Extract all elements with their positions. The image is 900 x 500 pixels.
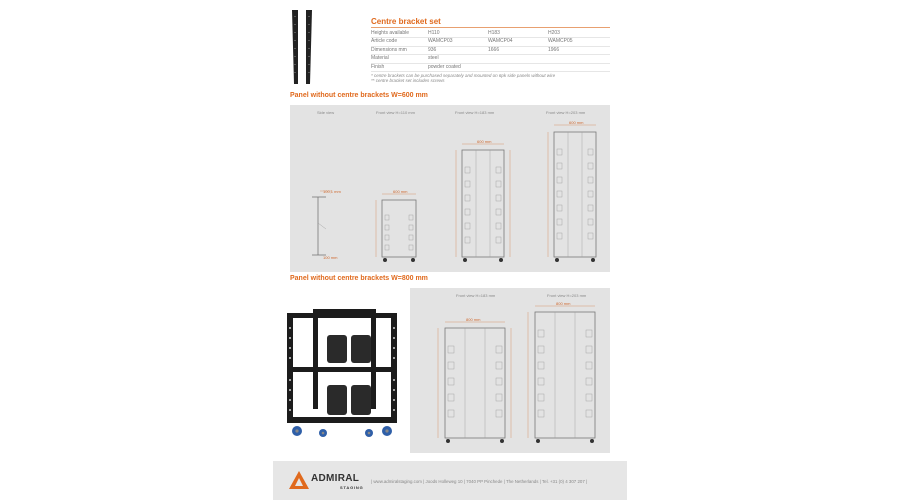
section-title-800: Panel without centre brackets W=800 mm	[290, 275, 428, 282]
centre-bracket-image	[289, 8, 317, 86]
front-view-203-drawing	[548, 125, 596, 262]
spec-value: steel	[428, 55, 439, 62]
spec-value: H110	[428, 30, 440, 36]
spec-value: H203	[548, 30, 560, 36]
view-label: Front view H=183 mm	[455, 110, 495, 115]
spec-label: Dimensions mm	[371, 46, 407, 53]
title-divider	[371, 27, 610, 28]
product-sheet	[273, 0, 627, 500]
dim-label: 800 mm	[556, 301, 571, 306]
spec-value	[548, 55, 610, 62]
bracket-title: Centre bracket set	[371, 17, 441, 26]
footer-contact: | www.admiralstaging.com | Joods Holleweg 10 | 7040 PP Pinchede | The Netherlands | Tel. +31 (0) 4 307 207 |	[371, 479, 588, 484]
spec-value: 1966	[548, 46, 560, 53]
spec-row	[371, 47, 610, 55]
spec-label: Material	[371, 55, 389, 62]
front-view-183-wide-drawing	[438, 322, 511, 443]
front-view-203-wide-drawing	[528, 306, 595, 443]
spec-label: Finish	[371, 63, 385, 70]
spec-value	[548, 64, 610, 71]
spec-note: ** centre bracket set includes screws	[371, 78, 445, 84]
side-view-drawing	[312, 191, 332, 255]
spec-value: 936	[428, 46, 437, 53]
spec-row	[371, 30, 610, 38]
spec-notes	[371, 73, 610, 84]
front-view-183-drawing	[456, 144, 510, 262]
spec-label: Article code	[371, 38, 398, 45]
spec-value: WAMCP03	[428, 38, 453, 45]
spec-rows	[371, 30, 610, 72]
dim-label: 100,1 mm	[323, 189, 341, 194]
dim-label: 600 mm	[477, 139, 492, 144]
dim-label: 800 mm	[466, 317, 481, 322]
dim-label: 100 mm	[323, 255, 338, 260]
spec-label: Heights available	[371, 30, 410, 36]
spec-value: H183	[488, 30, 500, 36]
bracket-spec-table	[371, 16, 610, 84]
technical-drawings-800	[410, 288, 610, 453]
cart-photo	[283, 305, 407, 445]
spec-value: 1666	[488, 46, 500, 53]
front-view-110-drawing	[376, 194, 416, 262]
dim-label: 600 mm	[393, 189, 408, 194]
drawings-panel-800	[410, 288, 610, 453]
footer	[273, 461, 627, 500]
spec-row	[371, 64, 610, 72]
view-label: Front view H=110 mm	[376, 110, 415, 115]
view-label: Front view H=203 mm	[547, 293, 587, 298]
spec-value: powder coated	[428, 63, 461, 70]
drawings-panel-600	[290, 105, 610, 272]
brand-name: ADMIRAL	[311, 473, 360, 484]
spec-note: * centre brackets can be purchased separately and mounted on 6pk side panels without wire	[371, 72, 556, 78]
view-label: Front view H=183 mm	[456, 293, 496, 298]
spec-value: WAMCP05	[548, 38, 573, 45]
dim-label: 600 mm	[569, 120, 584, 125]
admiral-logo-icon	[289, 471, 309, 489]
spec-value	[488, 55, 548, 62]
view-label: Front view H=203 mm	[546, 110, 586, 115]
spec-row	[371, 55, 610, 63]
view-label: Side view	[317, 110, 335, 115]
brand-subtitle: STAGING	[340, 485, 364, 490]
spec-row	[371, 38, 610, 46]
section-title-600: Panel without centre brackets W=600 mm	[290, 92, 428, 99]
spec-value	[488, 64, 548, 71]
spec-value: WAMCP04	[488, 38, 513, 45]
